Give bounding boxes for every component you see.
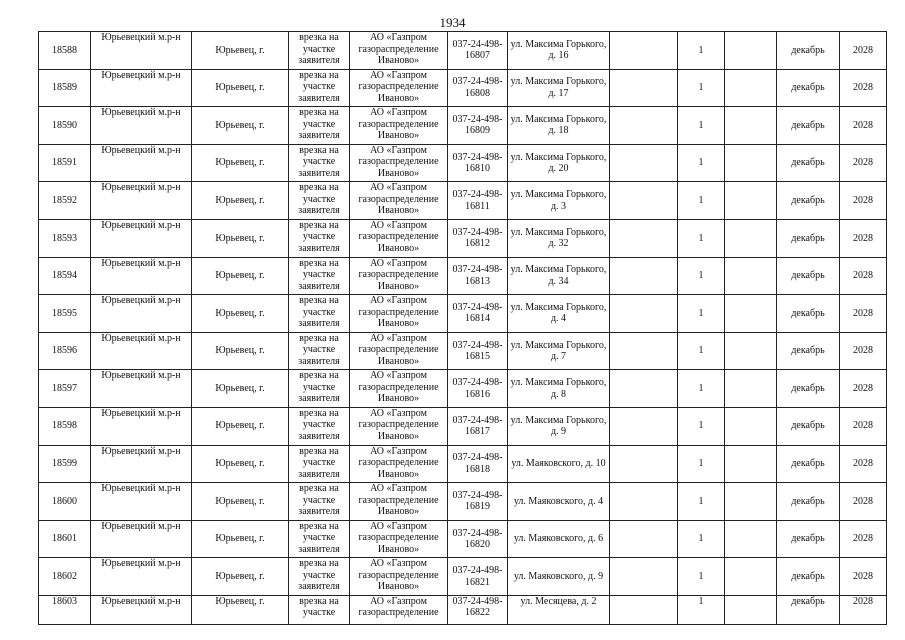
empty-cell [725, 219, 777, 257]
month-cell: декабрь [777, 69, 840, 107]
quantity-cell: 1 [678, 257, 725, 295]
row-number: 18592 [39, 182, 91, 220]
organization-cell: АО «Газпром газораспределение Иваново» [350, 182, 448, 220]
work-type-cell: врезка на участке заявителя [289, 445, 350, 483]
quantity-cell: 1 [678, 182, 725, 220]
month-cell: декабрь [777, 483, 840, 521]
row-number: 18596 [39, 332, 91, 370]
registry-rows [39, 32, 887, 625]
row-number: 18599 [39, 445, 91, 483]
empty-cell [610, 144, 678, 182]
quantity-cell: 1 [678, 520, 725, 558]
organization-cell: АО «Газпром газораспределение Иваново» [350, 32, 448, 70]
address-cell: ул. Маяковского, д. 10 [508, 445, 610, 483]
district-cell: Юрьевецкий м.р-н [91, 445, 192, 483]
object-code-cell: 037-24-498-16816 [448, 370, 508, 408]
address-cell: ул. Маяковского, д. 6 [508, 520, 610, 558]
row-number: 18601 [39, 520, 91, 558]
empty-cell [725, 332, 777, 370]
object-code-cell: 037-24-498-16812 [448, 219, 508, 257]
empty-cell [610, 69, 678, 107]
locality-cell: Юрьевец, г. [192, 332, 289, 370]
table-row [39, 257, 887, 295]
address-cell: ул. Максима Горького, д. 9 [508, 407, 610, 445]
month-cell: декабрь [777, 257, 840, 295]
year-cell: 2028 [840, 445, 887, 483]
district-cell: Юрьевецкий м.р-н [91, 332, 192, 370]
organization-cell: АО «Газпром газораспределение Иваново» [350, 69, 448, 107]
work-type-cell: врезка на участке заявителя [289, 332, 350, 370]
work-type-cell: врезка на участке заявителя [289, 32, 350, 70]
locality-cell: Юрьевец, г. [192, 558, 289, 596]
locality-cell: Юрьевец, г. [192, 219, 289, 257]
address-cell: ул. Максима Горького, д. 16 [508, 32, 610, 70]
empty-cell [610, 182, 678, 220]
address-cell: ул. Максима Горького, д. 7 [508, 332, 610, 370]
locality-cell: Юрьевец, г. [192, 370, 289, 408]
year-cell: 2028 [840, 558, 887, 596]
quantity-cell: 1 [678, 295, 725, 333]
address-cell: ул. Месяцева, д. 2 [508, 595, 610, 624]
quantity-cell: 1 [678, 219, 725, 257]
quantity-cell: 1 [678, 558, 725, 596]
work-type-cell: врезка на участке заявителя [289, 407, 350, 445]
table-row [39, 520, 887, 558]
month-cell: декабрь [777, 219, 840, 257]
locality-cell: Юрьевец, г. [192, 144, 289, 182]
empty-cell [725, 295, 777, 333]
address-cell: ул. Максима Горького, д. 8 [508, 370, 610, 408]
object-code-cell: 037-24-498-16820 [448, 520, 508, 558]
table-row [39, 332, 887, 370]
empty-cell [610, 219, 678, 257]
organization-cell: АО «Газпром газораспределение Иваново» [350, 520, 448, 558]
row-number: 18600 [39, 483, 91, 521]
empty-cell [725, 107, 777, 145]
empty-cell [610, 107, 678, 145]
page-number: 1934 [439, 15, 466, 30]
quantity-cell: 1 [678, 595, 725, 624]
district-cell: Юрьевецкий м.р-н [91, 257, 192, 295]
table-row [39, 69, 887, 107]
empty-cell [725, 69, 777, 107]
month-cell: декабрь [777, 107, 840, 145]
empty-cell [725, 32, 777, 70]
month-cell: декабрь [777, 295, 840, 333]
locality-cell: Юрьевец, г. [192, 520, 289, 558]
year-cell: 2028 [840, 107, 887, 145]
work-type-cell: врезка на участке заявителя [289, 295, 350, 333]
empty-cell [610, 295, 678, 333]
object-code-cell: 037-24-498-16813 [448, 257, 508, 295]
empty-cell [725, 558, 777, 596]
quantity-cell: 1 [678, 69, 725, 107]
locality-cell: Юрьевец, г. [192, 257, 289, 295]
month-cell: декабрь [777, 332, 840, 370]
month-cell: декабрь [777, 407, 840, 445]
address-cell: ул. Максима Горького, д. 17 [508, 69, 610, 107]
address-cell: ул. Маяковского, д. 9 [508, 558, 610, 596]
empty-cell [610, 445, 678, 483]
organization-cell: АО «Газпром газораспределение Иваново» [350, 257, 448, 295]
district-cell: Юрьевецкий м.р-н [91, 69, 192, 107]
organization-cell: АО «Газпром газораспределение Иваново» [350, 407, 448, 445]
address-cell: ул. Максима Горького, д. 18 [508, 107, 610, 145]
locality-cell: Юрьевец, г. [192, 32, 289, 70]
object-code-cell: 037-24-498-16817 [448, 407, 508, 445]
table-row [39, 370, 887, 408]
row-number: 18589 [39, 69, 91, 107]
work-type-cell: врезка на участке заявителя [289, 483, 350, 521]
district-cell: Юрьевецкий м.р-н [91, 32, 192, 70]
empty-cell [725, 144, 777, 182]
table-row [39, 107, 887, 145]
locality-cell: Юрьевец, г. [192, 295, 289, 333]
registry-table [38, 31, 887, 625]
table-row [39, 144, 887, 182]
empty-cell [610, 595, 678, 624]
organization-cell: АО «Газпром газораспределение Иваново» [350, 107, 448, 145]
organization-cell: АО «Газпром газораспределение Иваново» [350, 219, 448, 257]
year-cell: 2028 [840, 219, 887, 257]
year-cell: 2028 [840, 332, 887, 370]
object-code-cell: 037-24-498-16818 [448, 445, 508, 483]
year-cell: 2028 [840, 182, 887, 220]
object-code-cell: 037-24-498-16809 [448, 107, 508, 145]
table-row [39, 182, 887, 220]
month-cell: декабрь [777, 520, 840, 558]
month-cell: декабрь [777, 144, 840, 182]
address-cell: ул. Максима Горького, д. 32 [508, 219, 610, 257]
work-type-cell: врезка на участке заявителя [289, 257, 350, 295]
address-cell: ул. Максима Горького, д. 20 [508, 144, 610, 182]
quantity-cell: 1 [678, 144, 725, 182]
year-cell: 2028 [840, 295, 887, 333]
month-cell: декабрь [777, 558, 840, 596]
district-cell: Юрьевецкий м.р-н [91, 370, 192, 408]
empty-cell [610, 483, 678, 521]
district-cell: Юрьевецкий м.р-н [91, 144, 192, 182]
table-row [39, 32, 887, 70]
table-row [39, 595, 887, 624]
empty-cell [610, 558, 678, 596]
year-cell: 2028 [840, 370, 887, 408]
organization-cell: АО «Газпром газораспределение Иваново» [350, 483, 448, 521]
table-row [39, 445, 887, 483]
year-cell: 2028 [840, 32, 887, 70]
object-code-cell: 037-24-498-16807 [448, 32, 508, 70]
row-number: 18598 [39, 407, 91, 445]
work-type-cell: врезка на участке [289, 595, 350, 624]
locality-cell: Юрьевец, г. [192, 182, 289, 220]
month-cell: декабрь [777, 595, 840, 624]
quantity-cell: 1 [678, 107, 725, 145]
address-cell: ул. Максима Горького, д. 4 [508, 295, 610, 333]
organization-cell: АО «Газпром газораспределение Иваново» [350, 558, 448, 596]
work-type-cell: врезка на участке заявителя [289, 520, 350, 558]
object-code-cell: 037-24-498-16808 [448, 69, 508, 107]
quantity-cell: 1 [678, 407, 725, 445]
year-cell: 2028 [840, 520, 887, 558]
object-code-cell: 037-24-498-16822 [448, 595, 508, 624]
locality-cell: Юрьевец, г. [192, 69, 289, 107]
month-cell: декабрь [777, 370, 840, 408]
work-type-cell: врезка на участке заявителя [289, 219, 350, 257]
empty-cell [610, 370, 678, 408]
district-cell: Юрьевецкий м.р-н [91, 295, 192, 333]
month-cell: декабрь [777, 445, 840, 483]
locality-cell: Юрьевец, г. [192, 595, 289, 624]
row-number: 18602 [39, 558, 91, 596]
row-number: 18588 [39, 32, 91, 70]
empty-cell [610, 407, 678, 445]
empty-cell [610, 257, 678, 295]
district-cell: Юрьевецкий м.р-н [91, 558, 192, 596]
work-type-cell: врезка на участке заявителя [289, 370, 350, 408]
object-code-cell: 037-24-498-16821 [448, 558, 508, 596]
object-code-cell: 037-24-498-16815 [448, 332, 508, 370]
empty-cell [610, 332, 678, 370]
organization-cell: АО «Газпром газораспределение Иваново» [350, 370, 448, 408]
table-row [39, 558, 887, 596]
locality-cell: Юрьевец, г. [192, 445, 289, 483]
empty-cell [725, 483, 777, 521]
district-cell: Юрьевецкий м.р-н [91, 520, 192, 558]
empty-cell [610, 32, 678, 70]
district-cell: Юрьевецкий м.р-н [91, 407, 192, 445]
quantity-cell: 1 [678, 32, 725, 70]
table-row [39, 295, 887, 333]
row-number: 18591 [39, 144, 91, 182]
row-number: 18603 [39, 595, 91, 624]
work-type-cell: врезка на участке заявителя [289, 558, 350, 596]
empty-cell [725, 257, 777, 295]
year-cell: 2028 [840, 257, 887, 295]
object-code-cell: 037-24-498-16811 [448, 182, 508, 220]
address-cell: ул. Максима Горького, д. 3 [508, 182, 610, 220]
organization-cell: АО «Газпром газораспределение Иваново» [350, 295, 448, 333]
table-row [39, 219, 887, 257]
year-cell: 2028 [840, 595, 887, 624]
district-cell: Юрьевецкий м.р-н [91, 595, 192, 624]
empty-cell [725, 182, 777, 220]
quantity-cell: 1 [678, 483, 725, 521]
organization-cell: АО «Газпром газораспределение Иваново» [350, 445, 448, 483]
year-cell: 2028 [840, 483, 887, 521]
district-cell: Юрьевецкий м.р-н [91, 219, 192, 257]
organization-cell: АО «Газпром газораспределение [350, 595, 448, 624]
work-type-cell: врезка на участке заявителя [289, 144, 350, 182]
year-cell: 2028 [840, 69, 887, 107]
address-cell: ул. Максима Горького, д. 34 [508, 257, 610, 295]
table-row [39, 483, 887, 521]
year-cell: 2028 [840, 144, 887, 182]
locality-cell: Юрьевец, г. [192, 483, 289, 521]
quantity-cell: 1 [678, 370, 725, 408]
empty-cell [610, 520, 678, 558]
address-cell: ул. Маяковского, д. 4 [508, 483, 610, 521]
object-code-cell: 037-24-498-16814 [448, 295, 508, 333]
district-cell: Юрьевецкий м.р-н [91, 107, 192, 145]
work-type-cell: врезка на участке заявителя [289, 182, 350, 220]
row-number: 18594 [39, 257, 91, 295]
table-row [39, 407, 887, 445]
quantity-cell: 1 [678, 445, 725, 483]
quantity-cell: 1 [678, 332, 725, 370]
organization-cell: АО «Газпром газораспределение Иваново» [350, 144, 448, 182]
empty-cell [725, 445, 777, 483]
row-number: 18590 [39, 107, 91, 145]
row-number: 18597 [39, 370, 91, 408]
work-type-cell: врезка на участке заявителя [289, 69, 350, 107]
object-code-cell: 037-24-498-16810 [448, 144, 508, 182]
organization-cell: АО «Газпром газораспределение Иваново» [350, 332, 448, 370]
month-cell: декабрь [777, 32, 840, 70]
district-cell: Юрьевецкий м.р-н [91, 182, 192, 220]
district-cell: Юрьевецкий м.р-н [91, 483, 192, 521]
empty-cell [725, 407, 777, 445]
month-cell: декабрь [777, 182, 840, 220]
locality-cell: Юрьевец, г. [192, 407, 289, 445]
empty-cell [725, 370, 777, 408]
object-code-cell: 037-24-498-16819 [448, 483, 508, 521]
row-number: 18593 [39, 219, 91, 257]
locality-cell: Юрьевец, г. [192, 107, 289, 145]
empty-cell [725, 520, 777, 558]
year-cell: 2028 [840, 407, 887, 445]
row-number: 18595 [39, 295, 91, 333]
empty-cell [725, 595, 777, 624]
work-type-cell: врезка на участке заявителя [289, 107, 350, 145]
